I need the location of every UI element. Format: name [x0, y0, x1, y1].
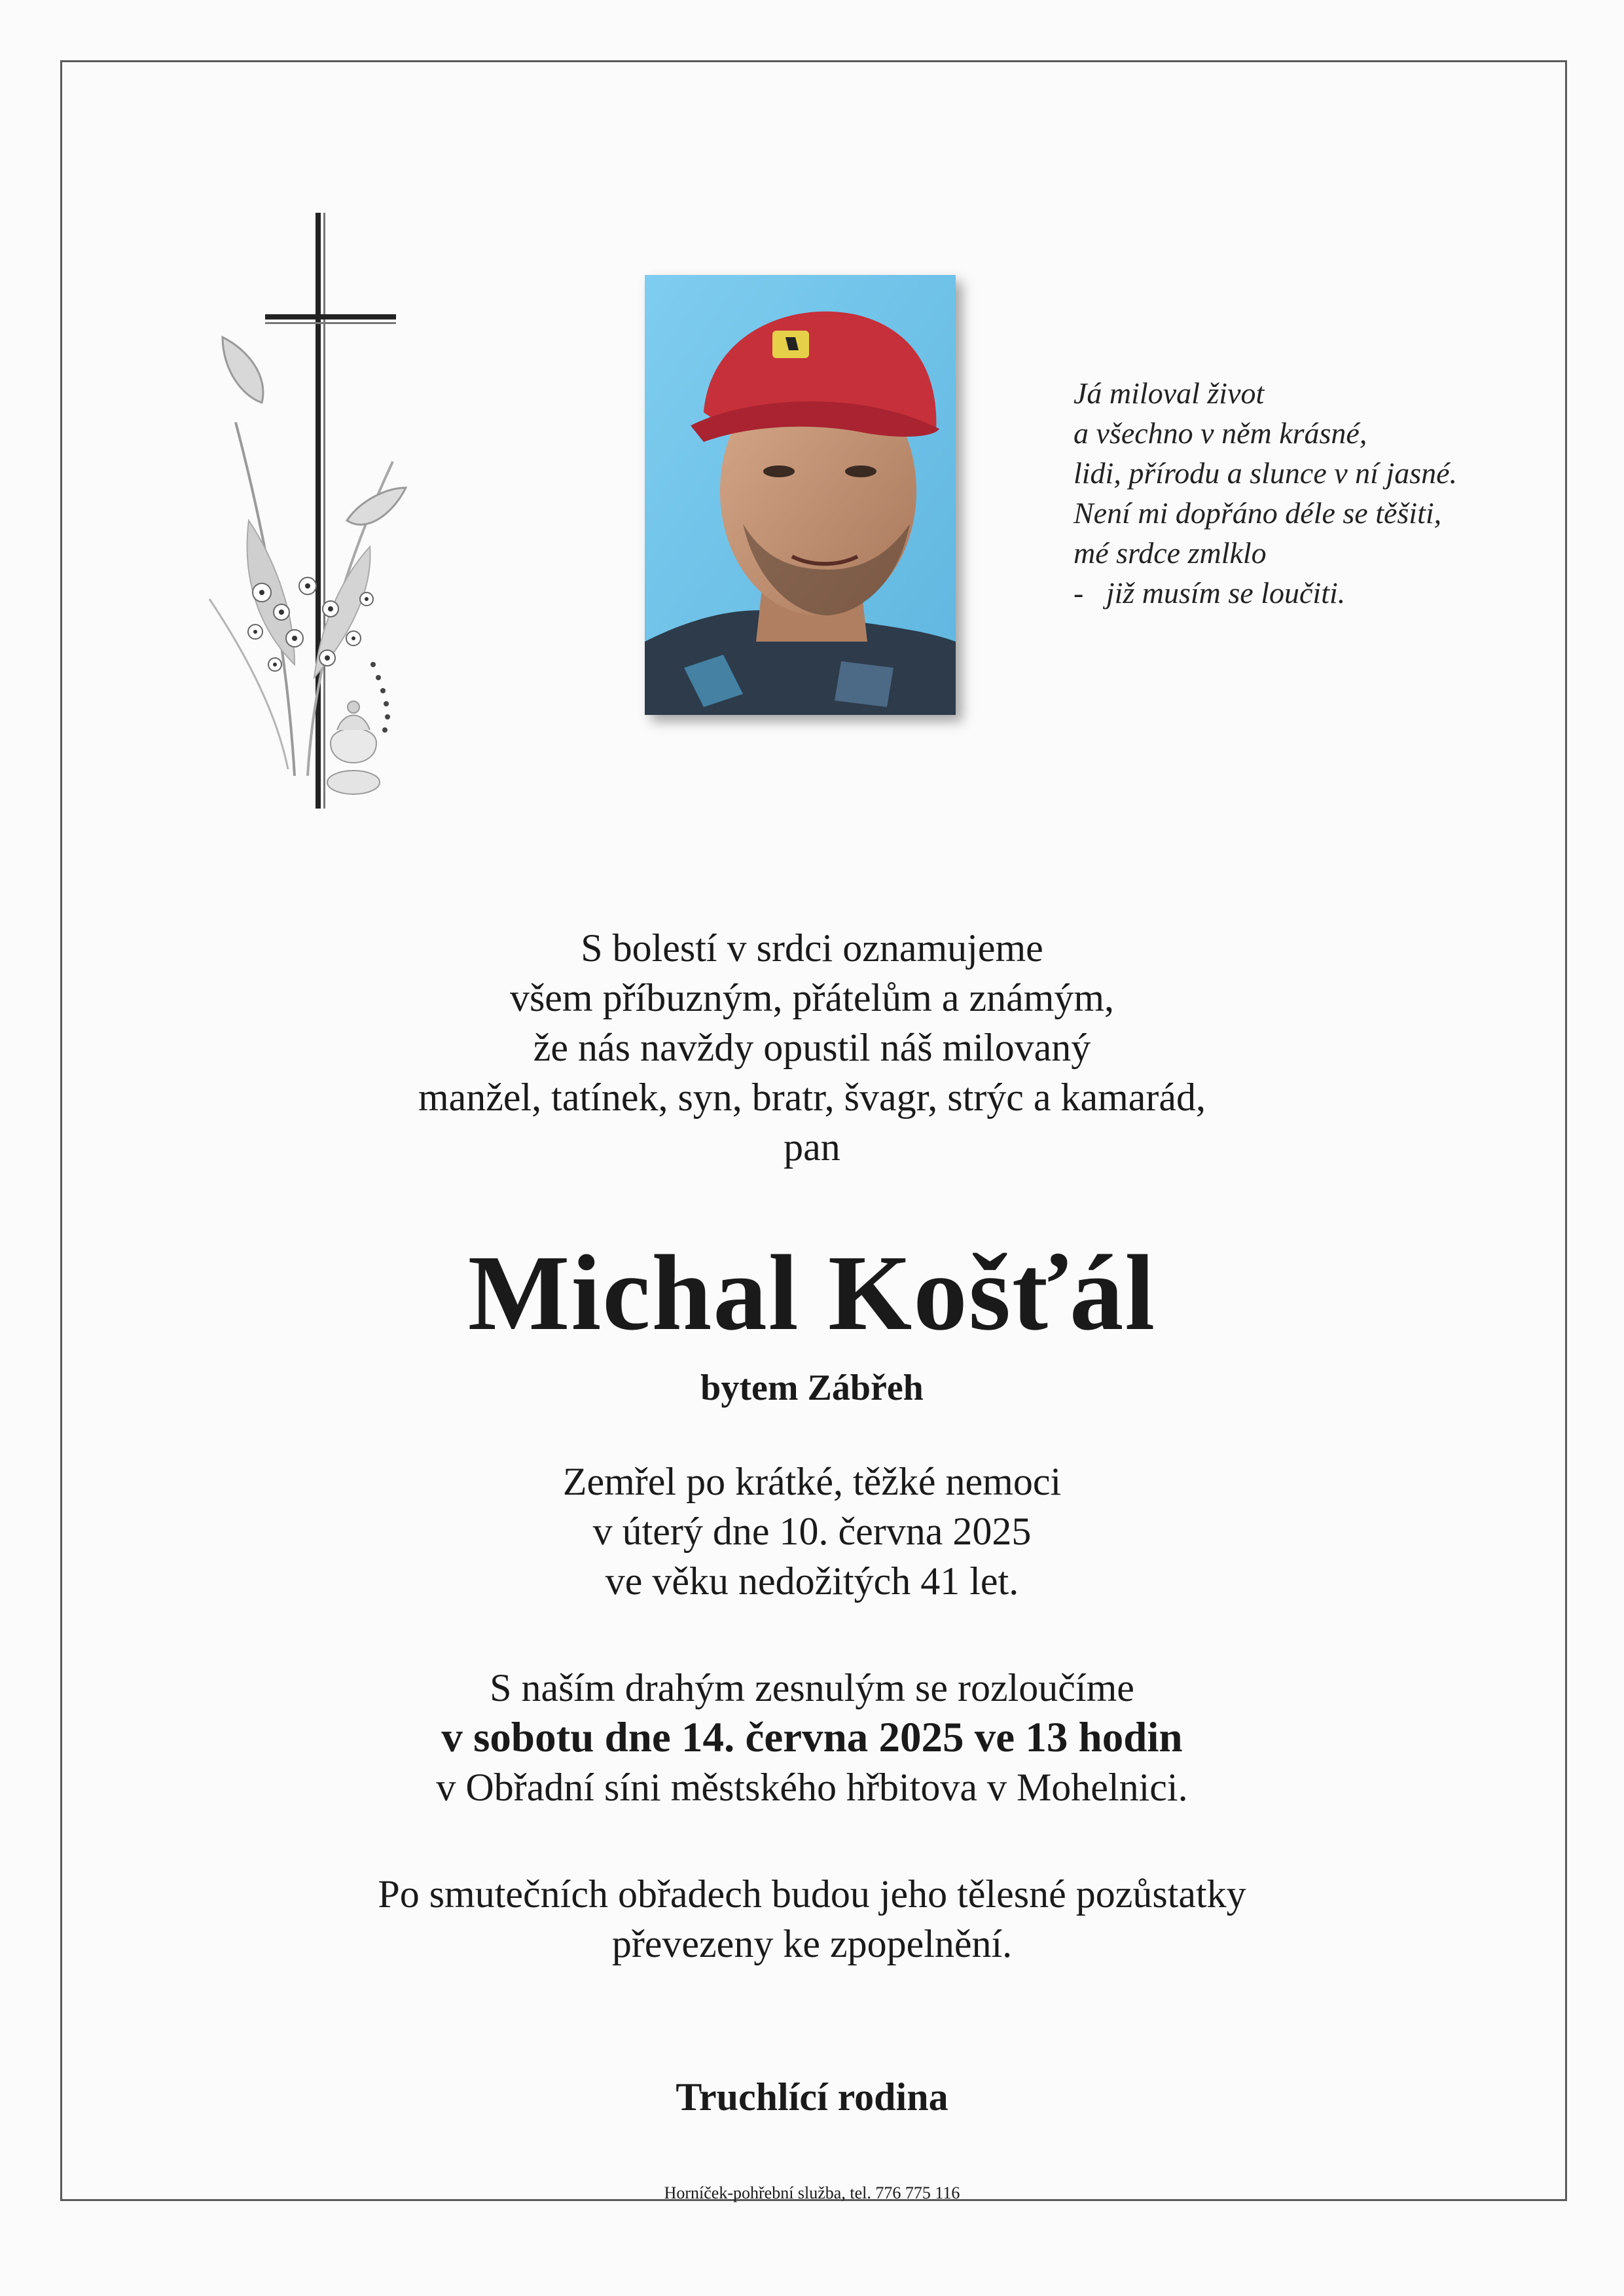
- poem-line: lidi, přírodu a slunce v ní jasné.: [1074, 456, 1458, 490]
- farewell-line: S naším drahým zesnulým se rozloučíme: [490, 1666, 1134, 1709]
- poem-line: a všechno v něm krásné,: [1074, 416, 1367, 450]
- poem: [1074, 373, 1545, 613]
- poem-line: Já miloval život: [1074, 376, 1265, 410]
- signature: Truchlící rodina: [676, 2075, 948, 2119]
- poem-line: mé srdce zmlklo: [1074, 536, 1267, 570]
- intro-line: S bolestí v srdci oznamujeme: [581, 926, 1043, 970]
- portrait-photo: [645, 275, 956, 715]
- poem-line: - již musím se loučiti.: [1074, 576, 1346, 610]
- death-details: [0, 1457, 1624, 1606]
- cremation-note: [0, 1869, 1624, 1969]
- farewell-place: v Obřadní síni městského hřbitova v Mohelnici.: [436, 1766, 1188, 1809]
- intro-line: všem příbuzným, přátelům a známým,: [509, 976, 1115, 1019]
- cross-with-lilies-icon: [196, 206, 412, 815]
- poem-line: Není mi dopřáno déle se těšiti,: [1074, 496, 1442, 530]
- death-line: ve věku nedožitých 41 let.: [605, 1559, 1019, 1603]
- deceased-residence: bytem Zábřeh: [700, 1368, 924, 1408]
- deceased-name: Michal Košťál: [467, 1233, 1157, 1353]
- announcement-intro: [0, 923, 1624, 1172]
- intro-line: manžel, tatínek, syn, bratr, švagr, strýc a kamarád,: [418, 1076, 1206, 1119]
- death-line: Zemřel po krátké, těžké nemoci: [562, 1460, 1062, 1503]
- funeral-service-footer: Horníček-pohřební služba, tel. 776 775 116: [664, 2183, 960, 2202]
- cremation-line: Po smutečních obřadech budou jeho tělesné pozůstatky: [378, 1872, 1246, 1916]
- cremation-line: převezeny ke zpopelnění.: [611, 1922, 1013, 1965]
- intro-line: že nás navždy opustil náš milovaný: [533, 1026, 1091, 1069]
- farewell-date: v sobotu dne 14. června 2025 ve 13 hodin: [441, 1714, 1183, 1761]
- death-line: v úterý dne 10. června 2025: [592, 1510, 1032, 1553]
- farewell-details: [0, 1663, 1624, 1812]
- intro-line: pan: [784, 1125, 840, 1169]
